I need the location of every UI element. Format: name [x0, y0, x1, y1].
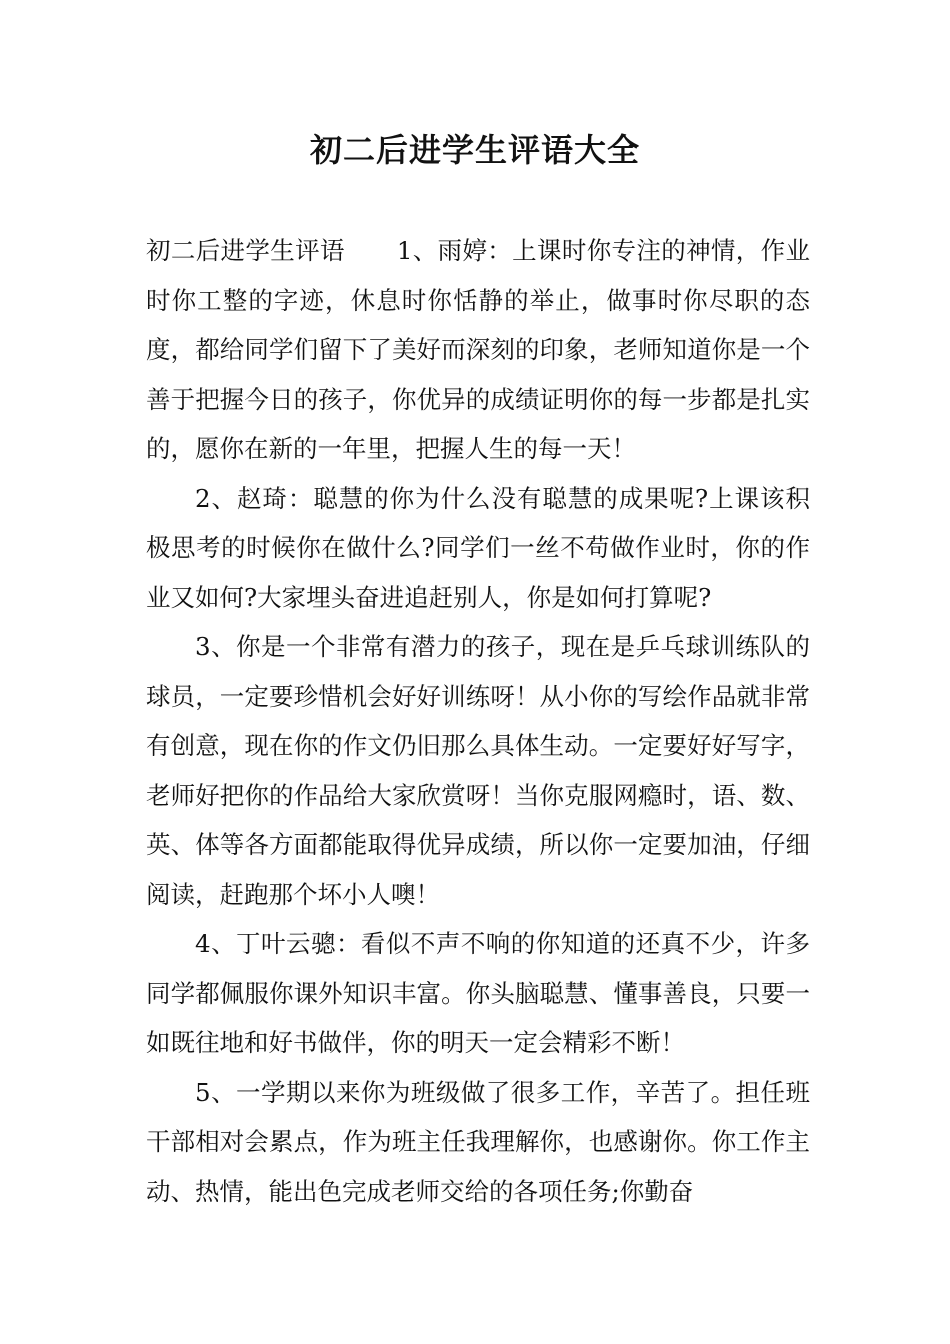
paragraph-3: 3、你是一个非常有潜力的孩子，现在是乒乓球训练队的球员，一定要珍惜机会好好训练呀！从小你的写绘作品就非常有创意，现在你的作文仍旧那么具体生动。一定要好好写字，老师好把你的作品给大家欣赏呀！当你克服网瘾时，语、数、英、体等各方面都能取得优异成绩，所以你一定要加油，仔细阅读，赶跑那个坏小人噢！	[146, 632, 810, 909]
paragraph-4: 4、丁叶云骢：看似不声不响的你知道的还真不少，许多同学都佩服你课外知识丰富。你头脑聪慧、懂事善良，只要一如既往地和好书做伴，你的明天一定会精彩不断！	[146, 929, 810, 1057]
lead-heading: 初二后进学生评语	[146, 236, 345, 265]
paragraph-1-text: 1、雨婷：上课时你专注的神情，作业时你工整的字迹，休息时你恬静的举止，做事时你尽职的态度，都给同学们留下了美好而深刻的印象，老师知道你是一个善于把握今日的孩子，你优异的成绩证明你的每一步都是扎实的，愿你在新的一年里，把握人生的每一天！	[146, 236, 811, 463]
paragraph-1	[146, 226, 810, 474]
paragraph-2: 2、赵琦：聪慧的你为什么没有聪慧的成果呢?上课该积极思考的时候你在做什么?同学们一丝不苟做作业时，你的作业又如何?大家埋头奋进追赶别人，你是如何打算呢?	[146, 483, 810, 612]
document-body	[146, 226, 810, 1216]
paragraph-5: 5、一学期以来你为班级做了很多工作，辛苦了。担任班干部相对会累点，作为班主任我理解你，也感谢你。你工作主动、热情，能出色完成老师交给的各项任务;你勤奋	[146, 1077, 810, 1206]
document-title: 初二后进学生评语大全	[309, 131, 640, 169]
